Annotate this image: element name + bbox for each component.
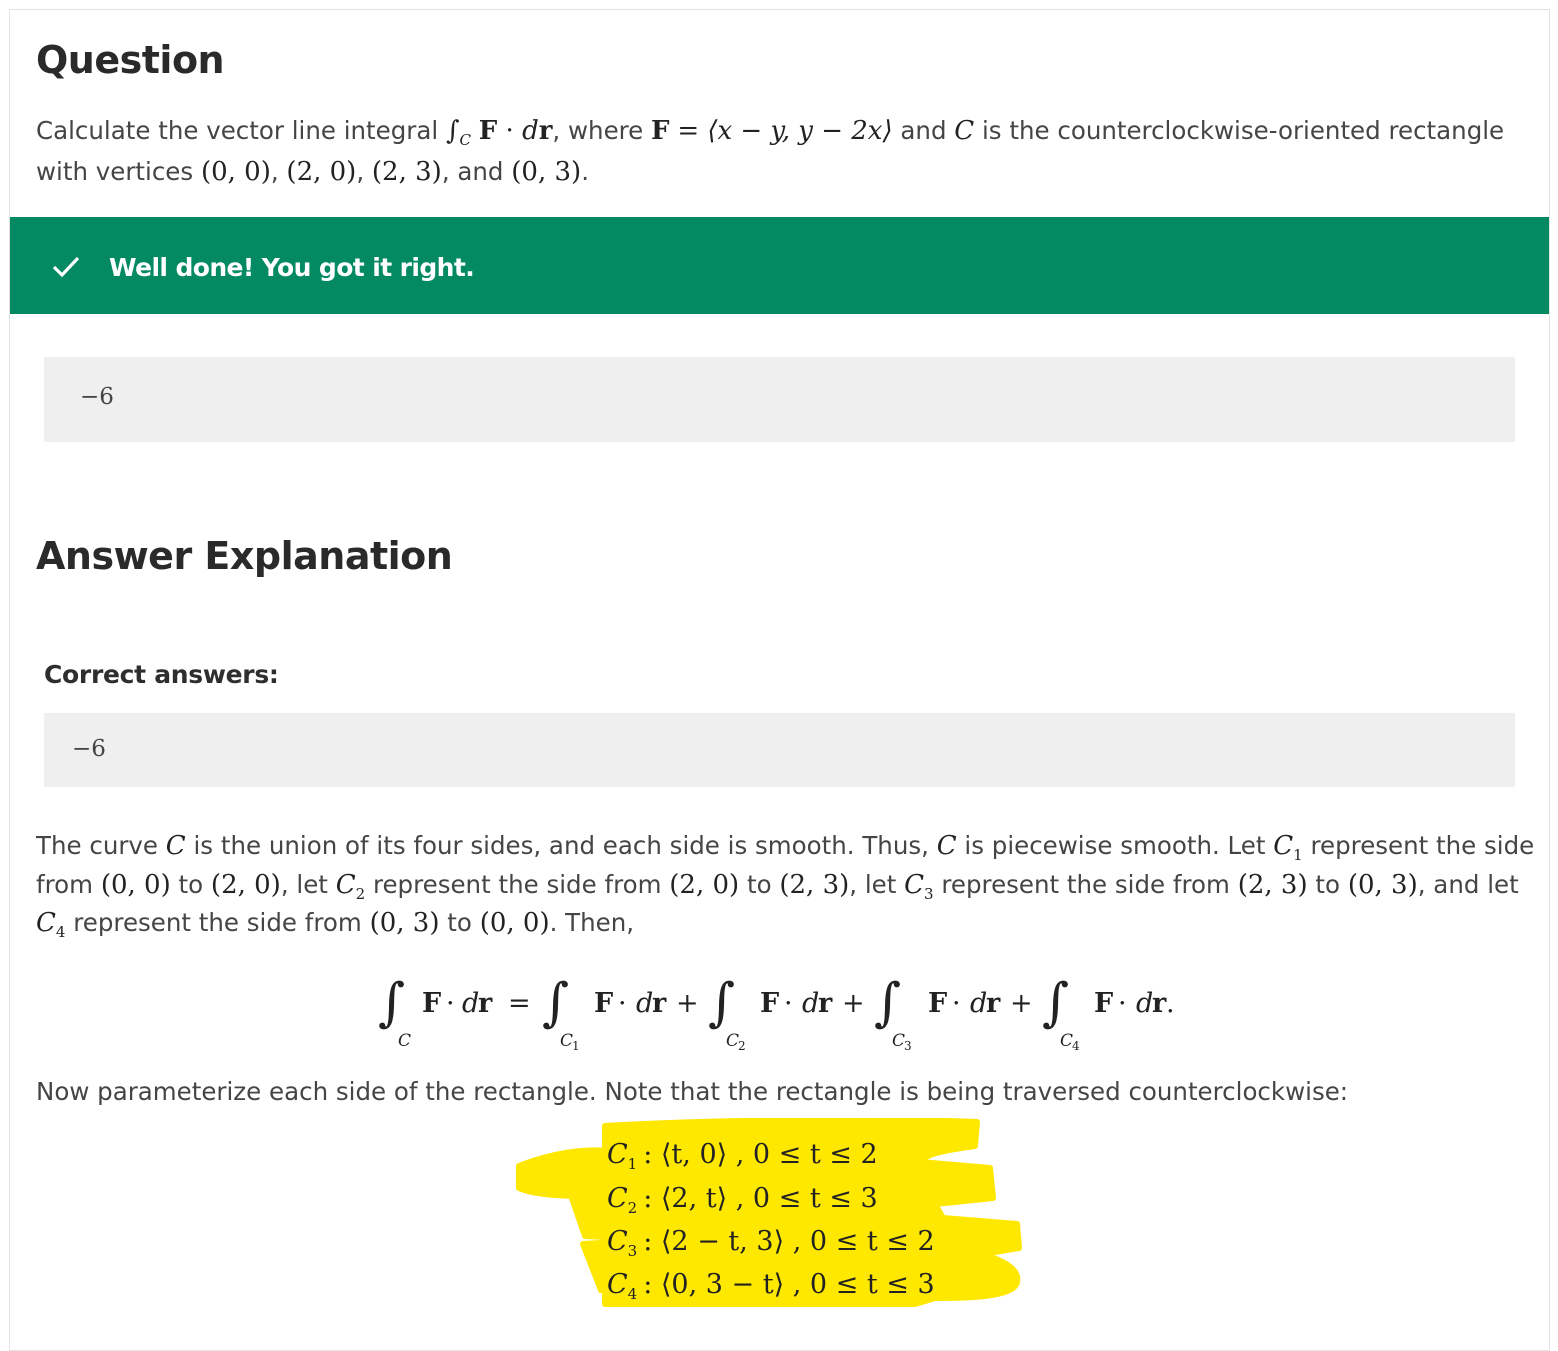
svg-text:r: r: [1152, 988, 1167, 1019]
svg-text:C: C: [726, 1031, 740, 1050]
svg-text:·: ·: [784, 988, 793, 1019]
param-c4: $C_4$ : ⟨0, 3 − t⟩ , 0 ≤ t ≤ 3: [607, 1269, 935, 1303]
svg-text:d: d: [970, 988, 988, 1019]
svg-text:+: +: [1010, 988, 1033, 1019]
svg-text:C: C: [560, 1031, 574, 1050]
svg-text:.: .: [1166, 988, 1175, 1019]
explanation-line1: The curve C is the union of its four sides, and each side is smooth. Thus, C is piecewise smooth. Let $C_1$ represent the side: [36, 831, 1535, 865]
svg-text:C: C: [1060, 1031, 1074, 1050]
question-title: Question: [36, 38, 225, 82]
checkmark-icon: [50, 250, 82, 282]
svg-text:r: r: [986, 988, 1001, 1019]
svg-text:∫: ∫: [874, 973, 902, 1033]
submitted-answer-value: −6: [80, 384, 114, 410]
svg-text:d: d: [1136, 988, 1154, 1019]
field-definition: = ⟨x − y, y − 2x⟩: [677, 116, 893, 146]
svg-text:r: r: [818, 988, 833, 1019]
svg-text:r: r: [652, 988, 667, 1019]
line-integral-equation: [360, 960, 1200, 1050]
svg-text:+: +: [842, 988, 865, 1019]
question-text-line1: Calculate the vector line integral $\int_C$ F · dr, where F = ⟨x − y, y − 2x⟩ and C is the counterclockwise-oriented rectangle: [36, 116, 1505, 149]
svg-text:·: ·: [446, 988, 455, 1019]
explanation-title: Answer Explanation: [36, 534, 453, 578]
submitted-answer-box: [44, 357, 1515, 442]
svg-text:C: C: [892, 1031, 906, 1050]
svg-text:F: F: [760, 988, 780, 1019]
svg-text:F: F: [1094, 988, 1114, 1019]
parameterization-block: [505, 1118, 1035, 1329]
svg-text:r: r: [478, 988, 493, 1019]
svg-text:∫: ∫: [542, 973, 570, 1033]
correct-answer-value: −6: [72, 736, 106, 762]
feedback-message: Well done! You got it right.: [109, 253, 475, 282]
svg-text:F: F: [928, 988, 948, 1019]
svg-text:1: 1: [572, 1039, 580, 1050]
svg-text:·: ·: [618, 988, 627, 1019]
feedback-banner: [10, 217, 1549, 314]
correct-answers-label: Correct answers:: [44, 660, 279, 689]
svg-text:d: d: [636, 988, 654, 1019]
correct-answer-box: [44, 713, 1515, 787]
svg-text:d: d: [802, 988, 820, 1019]
param-c3: $C_3$ : ⟨2 − t, 3⟩ , 0 ≤ t ≤ 2: [607, 1226, 935, 1260]
svg-text:+: +: [676, 988, 699, 1019]
svg-text:d: d: [462, 988, 480, 1019]
param-c2: $C_2$ : ⟨2, t⟩ , 0 ≤ t ≤ 3: [607, 1183, 878, 1217]
svg-text:F: F: [594, 988, 614, 1019]
explanation-line2: from (0, 0) to (2, 0), let $C_2$ represent the side from (2, 0) to (2, 3), let $C_3$ represent the side from (2, 3) to (0, 3), and let: [36, 870, 1519, 904]
explanation-line3: $C_4$ represent the side from (0, 3) to (0, 0). Then,: [36, 908, 635, 942]
svg-text:·: ·: [952, 988, 961, 1019]
integral-sign: ∫: [378, 973, 406, 1033]
question-text-line2: with vertices (0, 0), (2, 0), (2, 3), and (0, 3).: [36, 157, 589, 187]
svg-text:F: F: [422, 988, 442, 1019]
svg-text:2: 2: [738, 1039, 746, 1050]
svg-text:∫: ∫: [708, 973, 736, 1033]
svg-text:·: ·: [1118, 988, 1127, 1019]
svg-text:C: C: [398, 1031, 412, 1050]
svg-text:3: 3: [904, 1039, 912, 1050]
svg-text:4: 4: [1072, 1039, 1080, 1050]
explanation-param-intro: Now parameterize each side of the rectangle. Note that the rectangle is being traversed counterclockwise:: [36, 1077, 1349, 1106]
svg-text:∫: ∫: [1042, 973, 1070, 1033]
svg-text:=: =: [508, 988, 531, 1019]
param-c1: $C_1$ : ⟨t, 0⟩ , 0 ≤ t ≤ 2: [607, 1139, 878, 1173]
